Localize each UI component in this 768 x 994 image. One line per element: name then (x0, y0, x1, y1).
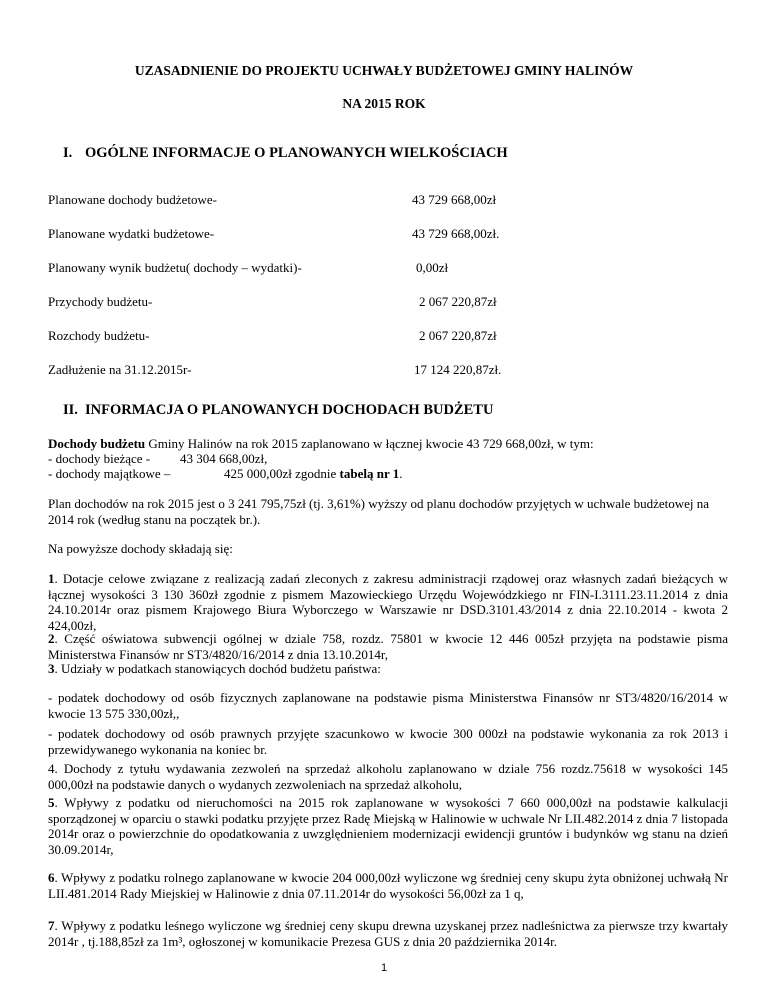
current-income-value: 43 304 668,00zł, (180, 451, 268, 466)
item-1-paragraph (48, 571, 728, 633)
summary-value: 0,00zł (416, 260, 449, 275)
item-3-text: . Udziały w podatkach stanowiących dochód budżetu państwa: (54, 661, 381, 676)
summary-value: 43 729 668,00zł (412, 192, 497, 207)
item-1-number: 1 (48, 571, 55, 586)
summary-value: 2 067 220,87zł (419, 328, 497, 343)
section-2-title: INFORMACJA O PLANOWANYCH DOCHODACH BUDŻETU (85, 402, 494, 418)
item-3a-paragraph: - podatek dochodowy od osób fizycznych zaplanowane na podstawie pisma Ministerstwa Finansów nr ST3/4820/16/2014 w kwocie 13 575 330,00zł,, (48, 690, 728, 721)
capital-income-end: . (399, 466, 403, 481)
table-reference: tabelą nr 1 (339, 466, 400, 481)
section-1-heading (63, 145, 508, 162)
document-title: UZASADNIENIE DO PROJEKTU UCHWAŁY BUDŻETOWEJ GMINY HALINÓW (134, 63, 634, 78)
income-intro-bold: Dochody budżetu (48, 436, 146, 451)
section-2-heading (63, 402, 493, 419)
income-intro-text: Gminy Halinów na rok 2015 zaplanowano w łącznej kwocie 43 729 668,00zł, w tym: (145, 436, 594, 451)
summary-label: Rozchody budżetu- (48, 328, 150, 343)
income-intro (48, 436, 728, 452)
item-3-paragraph (48, 661, 728, 677)
item-5-number: 5 (48, 795, 55, 810)
capital-income-value: 425 000,00zł zgodnie (224, 466, 340, 481)
item-2-number: 2 (48, 631, 55, 646)
summary-label: Planowane wydatki budżetowe- (48, 226, 215, 241)
section-1-number: I. (63, 145, 73, 161)
item-7-number: 7 (48, 918, 55, 933)
summary-label: Zadłużenie na 31.12.2015r- (48, 362, 192, 377)
document-subtitle: NA 2015 ROK (342, 96, 426, 111)
composition-intro: Na powyższe dochody składają się: (48, 541, 233, 556)
current-income-line (48, 451, 728, 467)
summary-label: Planowany wynik budżetu( dochody – wydatki)- (48, 260, 302, 275)
summary-label: Przychody budżetu- (48, 294, 153, 309)
item-6-text: . Wpływy z podatku rolnego zaplanowane w kwocie 204 000,00zł wyliczone wg średniej ceny skupu żyta obniżonej uchwałą Nr LII.481.2014 Rady Miejskiej w Halinowie z dnia 07.11.2014r do wysokości 56,00zł za 1 q, (48, 870, 728, 901)
section-2-number: II. (63, 402, 78, 418)
item-6-paragraph (48, 870, 728, 901)
item-1-text: . Dotacje celowe związane z realizacją zadań zleconych z zakresu administracji rządowej oraz własnych zadań bieżących w łącznej wysokości 3 130 360zł zgodnie z pismem Mazowieckiego Urzędu Wojewódzkiego nr FIN-I.3111.23.11.2014 z dnia 24.10.2014r oraz pismem Krajowego Biura Wyborczego w Warszawie nr DSD.3101.43/2014 z dnia 22.10.2014 - kwota 2 424,00zł, (48, 571, 728, 633)
item-2-paragraph (48, 631, 728, 662)
item-2-text: . Część oświatowa subwencji ogólnej w dziale 758, rozdz. 75801 w kwocie 12 446 005zł przyjęta na podstawie pisma Ministerstwa Finansów nr ST3/4820/16/2014 z dnia 13.10.2014r, (48, 631, 728, 662)
item-3b-paragraph: - podatek dochodowy od osób prawnych przyjęte szacunkowo w kwocie 300 000zł na podstawie wykonania za rok 2013 i przewidywanego wykonania na koniec br. (48, 726, 728, 757)
item-7-text: . Wpływy z podatku leśnego wyliczone wg średniej ceny skupu drewna uzyskanej przez nadleśnictwa za pierwsze trzy kwartały 2014r , tj.188,85zł za 1m³, ogłoszonej w komunikacie Prezesa GUS z dnia 20 października 2014r. (48, 918, 728, 949)
item-5-paragraph (48, 795, 728, 857)
item-6-number: 6 (48, 870, 55, 885)
page-number: 1 (380, 962, 388, 974)
section-1-title: OGÓLNE INFORMACJE O PLANOWANYCH WIELKOŚCIACH (85, 145, 508, 161)
item-3-number: 3 (48, 661, 55, 676)
item-4-paragraph: 4. Dochody z tytułu wydawania zezwoleń na sprzedaż alkoholu zaplanowano w dziale 756 rozdz.75618 w wysokości 145 000,00zł na podstawie danych o wydanych zezwoleniach na sprzedaż alkoholu, (48, 761, 728, 792)
summary-value: 43 729 668,00zł. (412, 226, 500, 241)
summary-value: 17 124 220,87zł. (414, 362, 502, 377)
summary-value: 2 067 220,87zł (419, 294, 497, 309)
plan-comparison-paragraph: Plan dochodów na rok 2015 jest o 3 241 795,75zł (tj. 3,61%) wyższy od planu dochodów przyjętych w uchwale budżetowej na 2014 rok (według stanu na początek br.). (48, 496, 710, 527)
item-5-text: . Wpływy z podatku od nieruchomości na 2015 rok zaplanowane w wysokości 7 660 000,00zł na podstawie kalkulacji sporządzonej w oparciu o stawki podatku przyjęte przez Radę Miejską w Halinowie w uchwale Nr LII.482.2014 z dnia 7 listopada 2014r oraz o powierzchnie do opodatkowania z uwzględnieniem modernizacji ewidencji gruntów i budynków wg stanu na dzień 30.09.2014r, (48, 795, 728, 857)
current-income-label: - dochody bieżące - (48, 451, 151, 466)
item-7-paragraph (48, 918, 728, 949)
capital-income-label: - dochody majątkowe – (48, 466, 171, 481)
summary-label: Planowane dochody budżetowe- (48, 192, 217, 207)
capital-income-line (48, 466, 728, 482)
